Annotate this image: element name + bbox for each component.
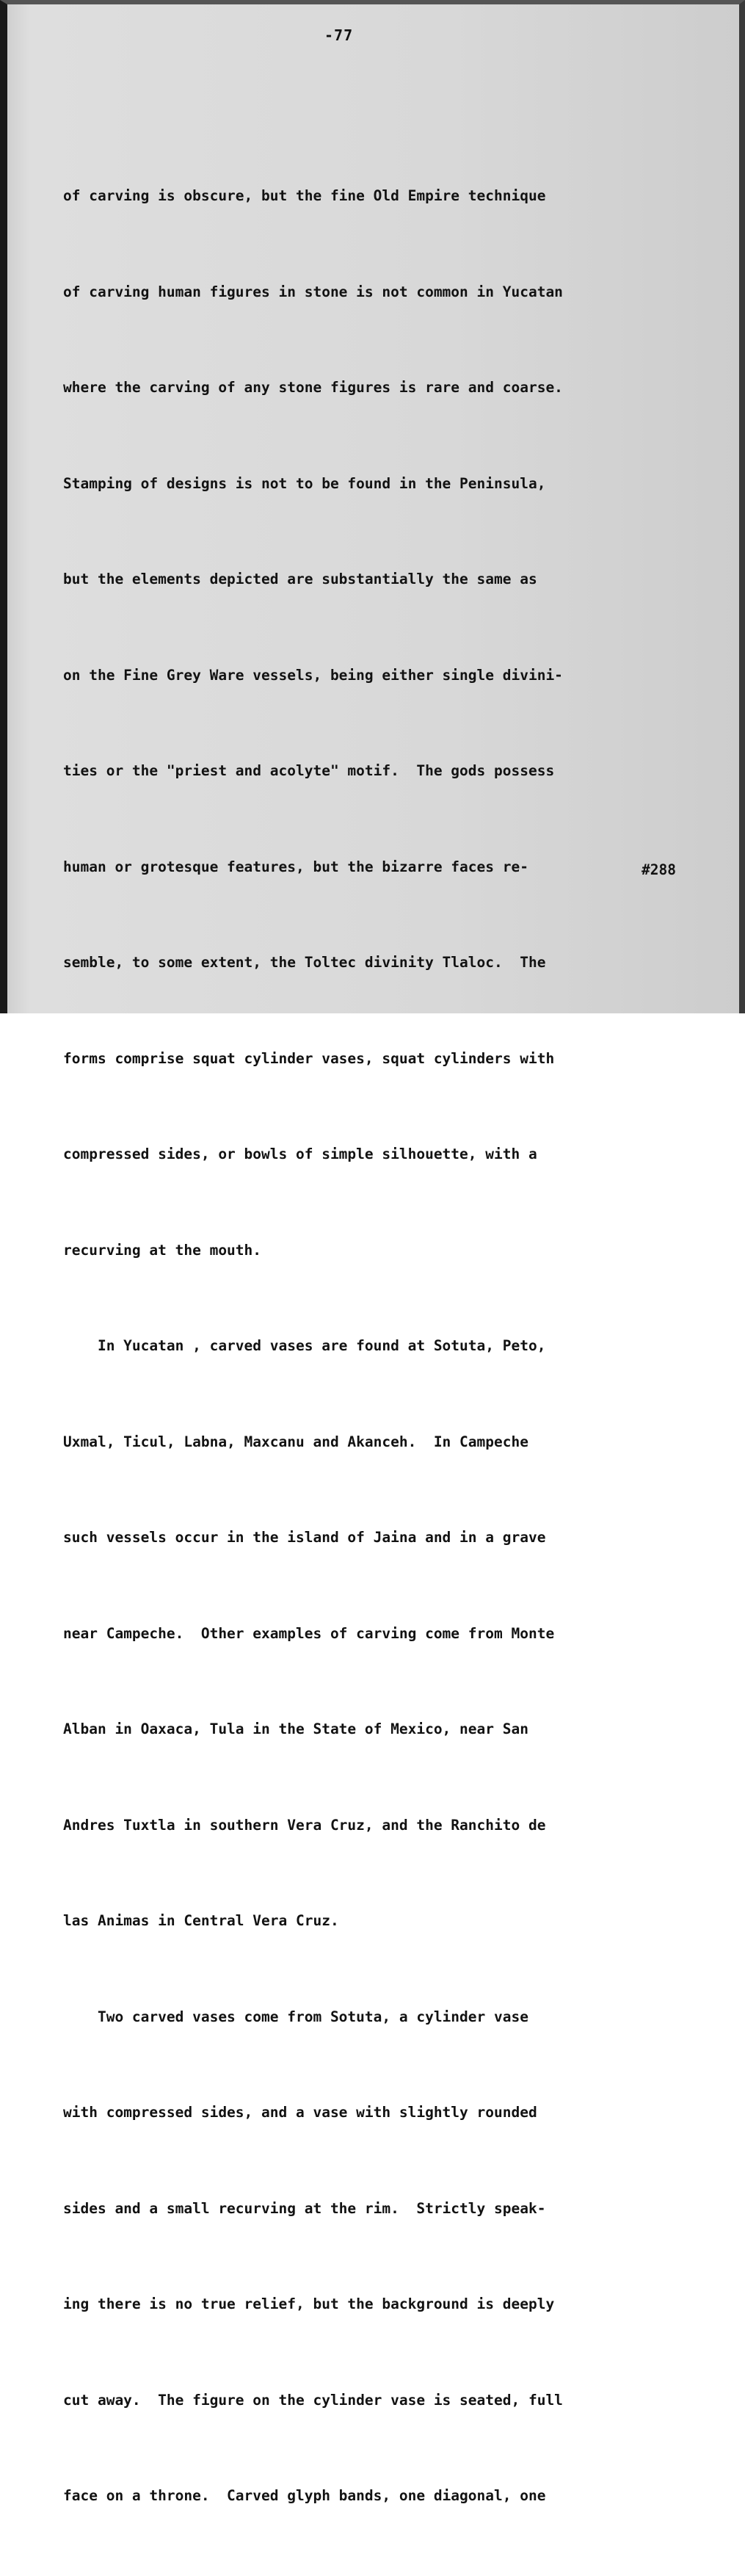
text-line: Alban in Oaxaca, Tula in the State of Mexico, near San xyxy=(63,1721,528,1737)
body-text xyxy=(63,116,636,2576)
text-line: but the elements depicted are substantially the same as xyxy=(63,571,537,587)
text-line: Two carved vases come from Sotuta, a cylinder vase xyxy=(63,2008,528,2025)
text-line: Andres Tuxtla in southern Vera Cruz, and the Ranchito de xyxy=(63,1816,546,1834)
text-line: las Animas in Central Vera Cruz. xyxy=(63,1912,339,1929)
text-line: of carving is obscure, but the fine Old Empire technique xyxy=(63,187,546,204)
text-line: cut away. The figure on the cylinder vase is seated, full xyxy=(63,2391,563,2409)
text-line: compressed sides, or bowls of simple silhouette, with a xyxy=(63,1146,537,1162)
margin-note: #288 xyxy=(642,861,676,878)
text-line: In Yucatan , carved vases are found at Sotuta, Peto, xyxy=(63,1337,546,1354)
text-line: near Campeche. Other examples of carving come from Monte xyxy=(63,1624,555,1642)
text-line: such vessels occur in the island of Jaina and in a grave xyxy=(63,1529,546,1546)
text-line: Stamping of designs is not to be found in the Peninsula, xyxy=(63,474,546,492)
text-line: ties or the "priest and acolyte" motif. The gods possess xyxy=(63,762,555,779)
text-line: face on a throne. Carved glyph bands, one diagonal, one xyxy=(63,2487,546,2504)
text-line: Uxmal, Ticul, Labna, Maxcanu and Akanceh. In Campeche xyxy=(63,1433,528,1450)
text-line: forms comprise squat cylinder vases, squat cylinders with xyxy=(63,1049,555,1067)
text-line: with compressed sides, and a vase with slightly rounded xyxy=(63,2104,537,2121)
text-line: of carving human figures in stone is not common in Yucatan xyxy=(63,283,563,300)
text-line: human or grotesque features, but the bizarre faces re- xyxy=(63,858,528,875)
text-line: sides and a small recurving at the rim. Strictly speak- xyxy=(63,2199,546,2217)
text-line: where the carving of any stone figures is rare and coarse. xyxy=(63,379,563,396)
text-line: ing there is no true relief, but the background is deeply xyxy=(63,2295,555,2312)
text-line: recurving at the mouth. xyxy=(63,1241,262,1259)
text-line: on the Fine Grey Ware vessels, being either single divini- xyxy=(63,666,563,684)
page-number: -77 xyxy=(324,26,354,44)
text-line: semble, to some extent, the Toltec divinity Tlaloc. The xyxy=(63,954,546,971)
